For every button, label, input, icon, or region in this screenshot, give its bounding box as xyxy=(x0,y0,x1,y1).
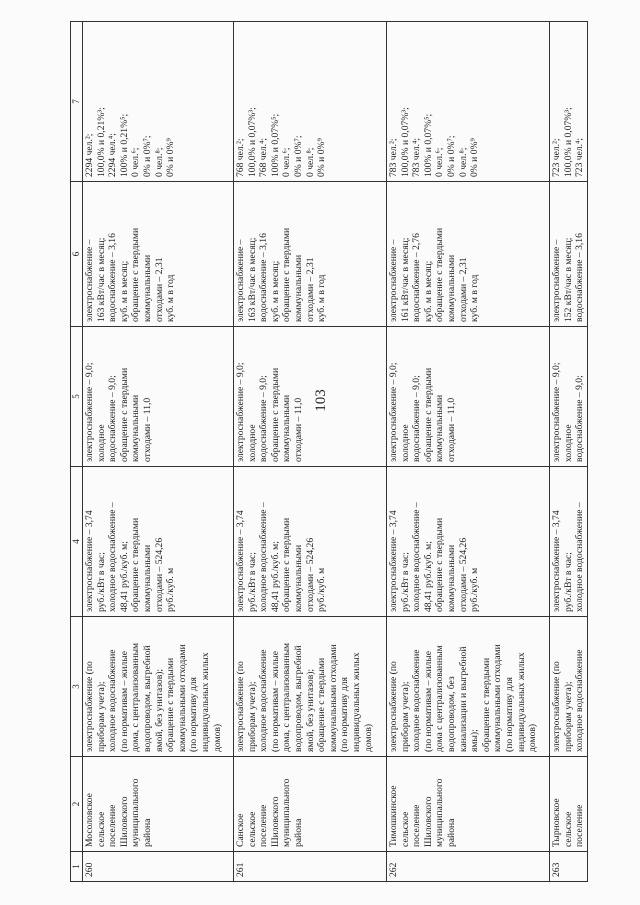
service-usage: электроснабжение (по приборам учета); холодное водоснабжение xyxy=(550,617,588,757)
tariffs: электроснабжение – 3,74 руб./кВт в час; холодное водоснабжение – 48,41 руб./куб. м; обращение с твердыми коммунальными отходами – 524,26 руб./куб. м xyxy=(234,467,387,617)
table-row xyxy=(83,22,234,882)
tariffs: электроснабжение – 3,74 руб./кВт в час; холодное водоснабжение – xyxy=(550,467,588,617)
row-number: 263 xyxy=(550,852,588,882)
page-number: 103 xyxy=(312,389,329,412)
column-header: 2 xyxy=(71,757,83,852)
column-header: 5 xyxy=(71,327,83,467)
growth-index: электроснабжение – 9,0; холодное водоснабжение – 9,0; обращение с твердыми коммунальными отходами – 11,0 xyxy=(234,327,387,467)
row-number: 261 xyxy=(234,852,387,882)
service-usage: электроснабжение (по приборам учета); холодное водоснабжение (по нормативам – жилые дома, с централизованным водопроводом, выгребной ямой, без унитазов); обращение с твердыми коммунальными отходами (по нормативу для индивидуальных жилых домов) xyxy=(234,617,387,757)
table-row xyxy=(387,22,550,882)
growth-index: электроснабжение – 9,0; холодное водоснабжение – 9,0; xyxy=(550,327,588,467)
municipality-name: Тимошкинское сельское поселение Шиловского муниципального района xyxy=(387,757,550,852)
population-share: 723 чел.²; 100,0% и 0,07%³; 723 чел.⁴; xyxy=(550,22,588,182)
table-row xyxy=(550,22,588,882)
column-header: 1 xyxy=(71,852,83,882)
table-row xyxy=(234,22,387,882)
row-number: 262 xyxy=(387,852,550,882)
tariff-table xyxy=(70,21,588,882)
consumption-volume: электроснабжение – 163 кВт/час в месяц; водоснабжение – 3,16 куб. м в месяц; обращение с твердыми коммунальными отходами – 2,31 куб. м в год xyxy=(234,182,387,327)
tariffs: электроснабжение – 3,74 руб./кВт в час; холодное водоснабжение – 48,41 руб./куб. м; обращение с твердыми коммунальными отходами – 524,26 руб./куб. м xyxy=(387,467,550,617)
growth-index: электроснабжение – 9,0; холодное водоснабжение – 9,0; обращение с твердыми коммунальными отходами – 11,0 xyxy=(83,327,234,467)
growth-index: электроснабжение – 9,0; холодное водоснабжение – 9,0; обращение с твердыми коммунальными отходами – 11,0 xyxy=(387,327,550,467)
service-usage: электроснабжение (по приборам учета); холодное водоснабжение (по нормативам – жилые дома с централизованным водопроводом, без канализации и выгребной ямы); обращение с твердыми коммунальными отходами (по нормативу для индивидуальных жилых домов) xyxy=(387,617,550,757)
row-number: 260 xyxy=(83,852,234,882)
consumption-volume: электроснабжение – 163 кВт/час в месяц; водоснабжение – 3,16 куб. м в месяц; обращение с твердыми коммунальными отходами – 2,31 куб. м в год xyxy=(83,182,234,327)
tariffs: электроснабжение – 3,74 руб./кВт в час; холодное водоснабжение – 48,41 руб./куб. м; обращение с твердыми коммунальными отходами – 524,26 руб./куб. м xyxy=(83,467,234,617)
municipality-name: Тырновское сельское поселение xyxy=(550,757,588,852)
column-header: 7 xyxy=(71,22,83,182)
population-share: 768 чел.²; 100,0% и 0,07%³; 768 чел.⁴; 100% и 0,07%⁵; 0 чел.⁶; 0% и 0%⁷; 0 чел.⁸; 0% и 0%⁹ xyxy=(234,22,387,182)
column-header: 6 xyxy=(71,182,83,327)
consumption-volume: электроснабжение – 152 кВт/час в месяц; водоснабжение – 3,16 xyxy=(550,182,588,327)
column-header: 4 xyxy=(71,467,83,617)
rotated-table-wrapper xyxy=(70,22,586,882)
municipality-name: Мосоловское сельское поселение Шиловского муниципального района xyxy=(83,757,234,852)
population-share: 2294 чел.²; 100,0% и 0,21%³; 2294 чел.⁴; 100% и 0,21%⁵; 0 чел.⁶; 0% и 0%⁷; 0 чел.⁸; 0% и 0%⁹ xyxy=(83,22,234,182)
column-header: 3 xyxy=(71,617,83,757)
consumption-volume: электроснабжение – 161 кВт/час в месяц; водоснабжение – 2,76 куб. м в месяц; обращение с твердыми коммунальными отходами – 2,31 куб. м в год xyxy=(387,182,550,327)
header-row xyxy=(71,22,83,882)
municipality-name: Санское сельское поселение Шиловского муниципального района xyxy=(234,757,387,852)
service-usage: электроснабжение (по приборам учета); холодное водоснабжение (по нормативам – жилые дома, с централизованным водопроводом, выгребной ямой, без унитазов); обращение с твердыми коммунальными отходами (по нормативу для индивидуальных жилых домов) xyxy=(83,617,234,757)
population-share: 783 чел.²; 100,0% и 0,07%³; 783 чел.⁴; 100% и 0,07%⁵; 0 чел.⁶; 0% и 0%⁷; 0 чел.⁸; 0% и 0%⁹ xyxy=(387,22,550,182)
